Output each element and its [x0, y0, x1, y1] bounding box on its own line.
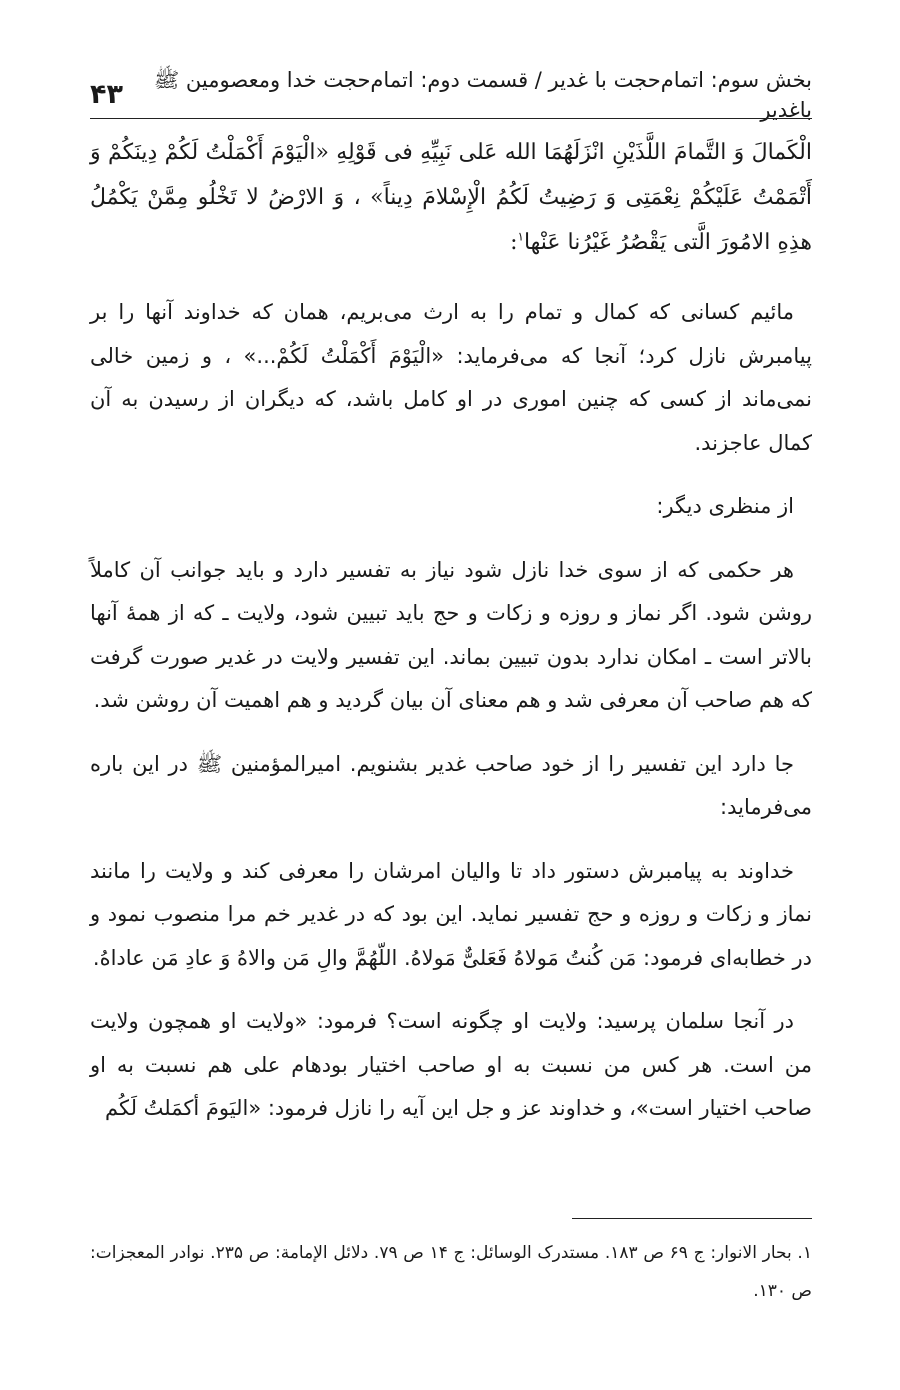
arabic-quote-paragraph	[90, 130, 812, 265]
paragraph-interpretation: هر حکمی که از سوی خدا نازل شود نیاز به تفسیر دارد و باید جوانب آن کاملاً روشن شود. اگر نماز و روزه و زکات و حج باید تبیین شود، ولایت ـ که از همهٔ آنها بالاتر است ـ امکان ندارد بدون تبیین بماند. این تفسیر ولایت در غدیر صورت گرفت که هم صاحب آن معرفی شد و هم معنای آن بیان گردید و هم اهمیت آن روشن شد.	[90, 557, 812, 712]
paragraph-another-view: از منظری دیگر:	[656, 494, 794, 518]
arabic-quote-text: الْکَمالَ وَ التَّمامَ اللَّذَیْنِ انْزَلَهُمَا الله عَلی نَبِیِّهِ فی قَوْلِهِ «الْیَوْمَ أَکْمَلْتُ لَکُمْ دِینَکُمْ وَ أَتْمَمْتُ عَلَیْکُمْ نِعْمَتِی وَ رَضِیتُ لَکُمُ الْإِسْلامَ دِیناً» ، وَ الارْضُ لا تَخْلُو مِمَّنْ یَکْمُلُ هذِهِ الامُورَ الَّتی یَقْصُرُ غَیْرُنا عَنْها	[90, 140, 812, 255]
header-divider	[90, 118, 812, 119]
paragraph-ghadir-sermon: خداوند به پیامبرش دستور داد تا والیان امرشان را معرفی کند و ولایت را مانند نماز و زکات و روزه و حج تفسیر نماید. این بود که در غدیر خم مرا منصوب نمود و در خطابه‌ای فرمود: مَن کُنتُ مَولاهُ فَعَلیٌّ مَولاهُ. اللّهُمَّ والِ مَن والاهُ وَ عادِ مَن عاداهُ.	[90, 858, 812, 970]
paragraph-hear-from-owner: جا دارد این تفسیر را از خود صاحب غدیر بشنویم. امیرالمؤمنین ﷺ در این باره می‌فرماید:	[90, 751, 812, 819]
running-header	[90, 67, 812, 122]
footnote: ۱. بحار الانوار: ج ۶۹ ص ۱۸۳. مستدرک الوسائل: ج ۱۴ ص ۷۹. دلائل الإمامة: ص ۲۳۵. نوادر المعجزات: ص ۱۳۰.	[90, 1243, 812, 1301]
running-title: بخش سوم: اتمام‌حجت با غدیر / قسمت دوم: اتمام‌حجت خدا ومعصومین ﷺ باغدیر	[153, 67, 812, 122]
arabic-quote-end: :	[510, 230, 518, 255]
main-text	[90, 130, 812, 1151]
page-number: ۴۳	[90, 78, 123, 110]
footnote-divider	[572, 1218, 812, 1219]
footnote-reference: ۱	[517, 229, 524, 244]
paragraph-translation: مائیم کسانی که کمال و تمام را به ارث می‌بریم، همان که خداوند آنها را بر پیامبرش نازل کرد؛ آنجا که می‌فرماید: «الْیَوْمَ أَکْمَلْتُ لَکُمْ...» ، و زمین خالی نمی‌ماند از کسی که چنین اموری در او کامل باشد، که دیگران از رسیدن به آن کمال عاجزند.	[90, 300, 812, 455]
paragraph-salman-question: در آنجا سلمان پرسید: ولایت او چگونه است؟ فرمود: «ولایت او همچون ولایت من است. هر کس من نسبت به او صاحب اختیار بودهام علی هم نسبت به او صاحب اختیار است»، و خداوند عز و جل این آیه را نازل فرمود: «الیَومَ أکمَلتُ لَکُم	[90, 1009, 812, 1120]
